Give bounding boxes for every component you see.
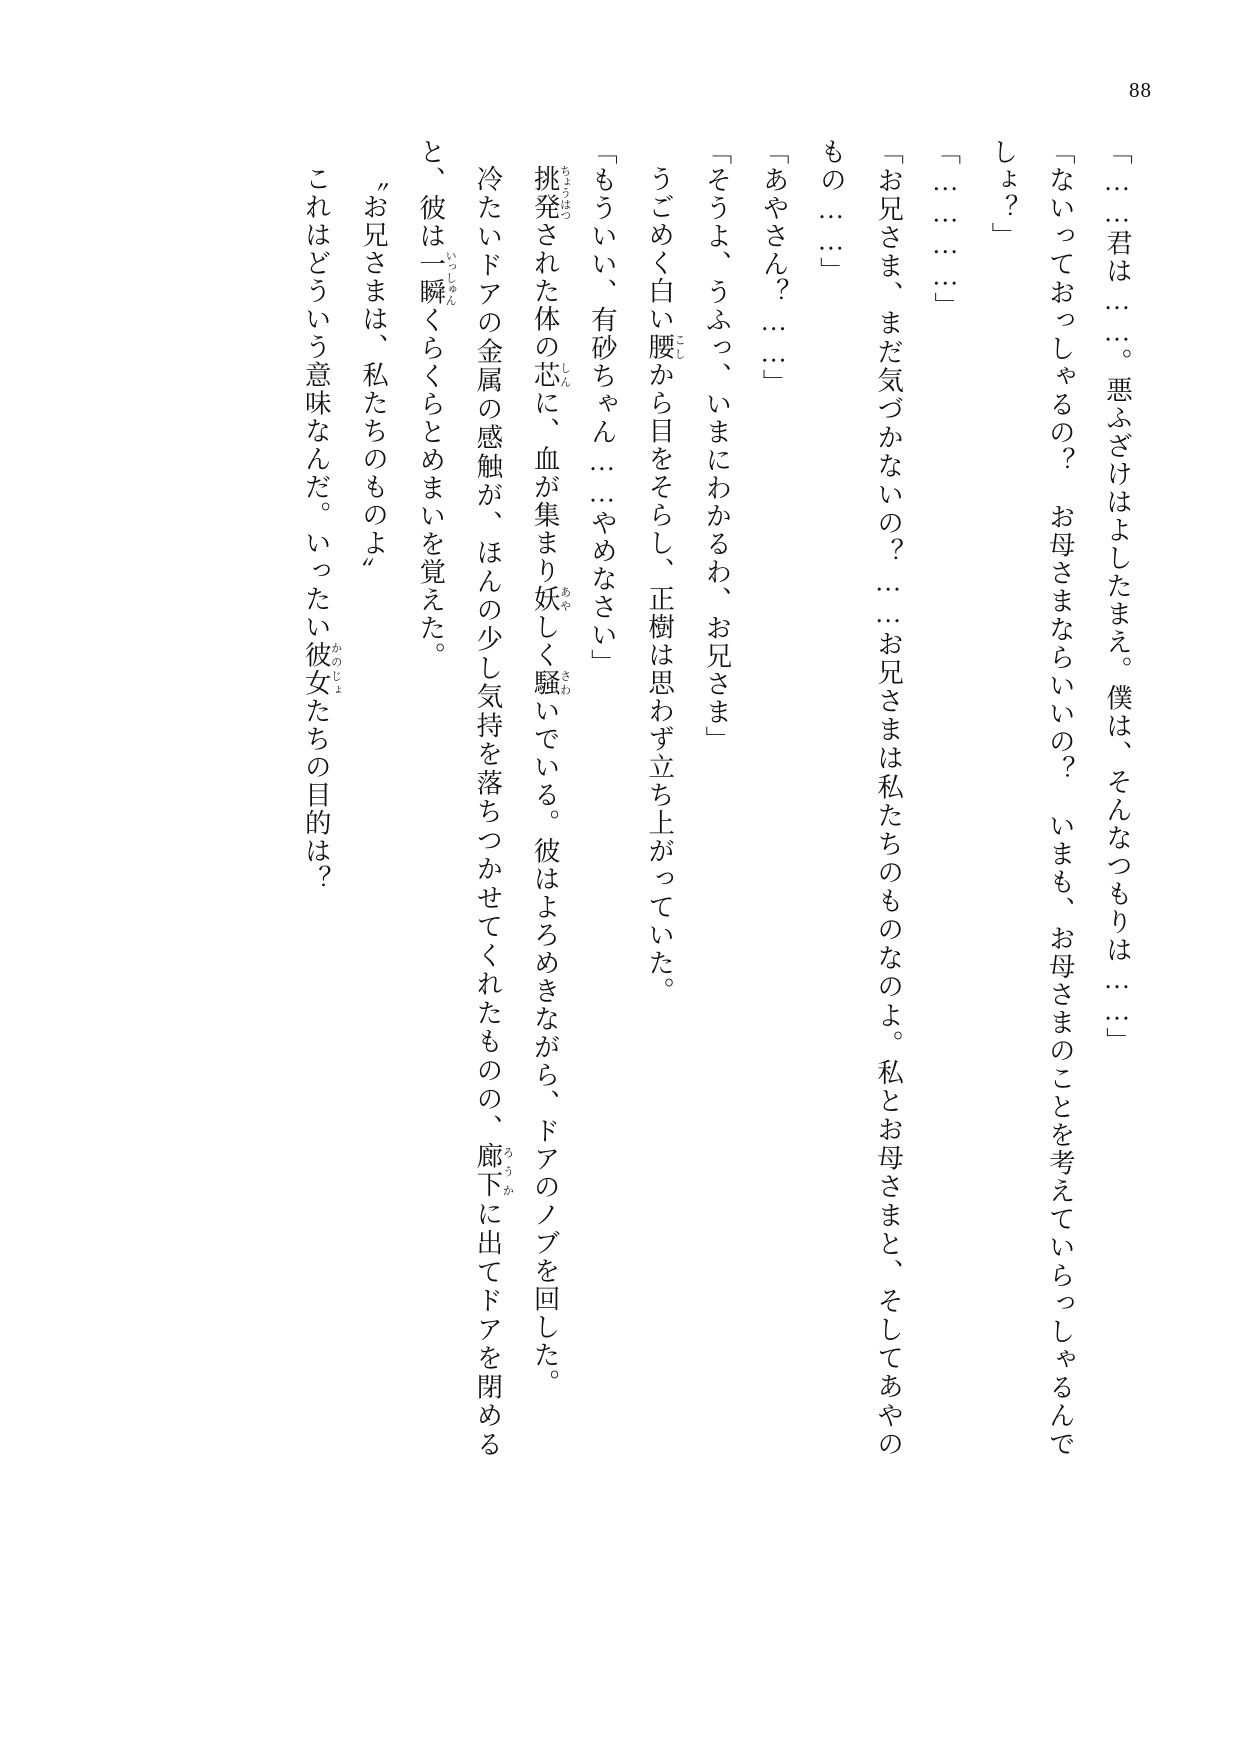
paragraph: 「あやさん？……」 bbox=[758, 138, 789, 397]
paragraph: 「お兄さま、まだ気づかないの？……お兄さまは私たちのものなのよ。私とお母さまと、そしてあやのもの……」 bbox=[815, 138, 904, 1458]
ruby-annotation: 騒 さわ bbox=[529, 668, 571, 697]
paragraph: これはどういう意味なんだ。いったい彼女 かのじょたちの目的は？ bbox=[300, 164, 342, 893]
paragraph: 「ないっておっしゃるの？ お母さまならいいの？ いまも、お母さまのことを考えていらっしゃるんでしょ？」 bbox=[987, 138, 1075, 1458]
paragraph: うごめく白い腰 こしから目をそらし、正樹は思わず立ち上がっていた。 bbox=[644, 164, 686, 1005]
ruby-annotation: 一瞬 いっしゅん bbox=[415, 250, 457, 306]
paragraph: 挑発 ちょうはつされた体の芯 しんに、血が集まり妖 あやしく騒 さわいでいる。彼はよろめきながら、ドアのノブを回した。 bbox=[529, 164, 571, 1397]
paragraph: 冷たいドアの金属の感触が、ほんの少し気持を落ちつかせてくれたものの、廊下 ろうかに出てドアを閉めると、彼は一瞬 いっしゅんくらくらとめまいを覚えた。 bbox=[415, 138, 514, 1459]
ruby-annotation: 腰 こし bbox=[644, 332, 686, 361]
paragraph: 〝お兄さまは、私たちのものよ〟 bbox=[357, 164, 388, 585]
paragraph: 「……君は……。悪ふざけはよしたまえ。僕は、そんなつもりは……」 bbox=[1102, 138, 1132, 1055]
ruby-annotation: 廊下 ろうか bbox=[472, 1142, 514, 1200]
ruby-annotation: 芯 しん bbox=[529, 360, 571, 389]
page-body-text bbox=[205, 138, 1145, 1458]
ruby-annotation: 彼女 かのじょ bbox=[300, 640, 342, 697]
ruby-annotation: 挑発 ちょうはつ bbox=[529, 164, 571, 221]
paragraph: 「…………」 bbox=[930, 138, 961, 320]
paragraph: 「もういい、有砂ちゃん……やめなさい」 bbox=[586, 138, 617, 677]
page-number: 88 bbox=[1129, 78, 1152, 102]
paragraph: 「そうよ、うふっ、いまにわかるわ、お兄さま」 bbox=[701, 138, 732, 754]
ruby-annotation: 妖 あや bbox=[529, 584, 571, 613]
